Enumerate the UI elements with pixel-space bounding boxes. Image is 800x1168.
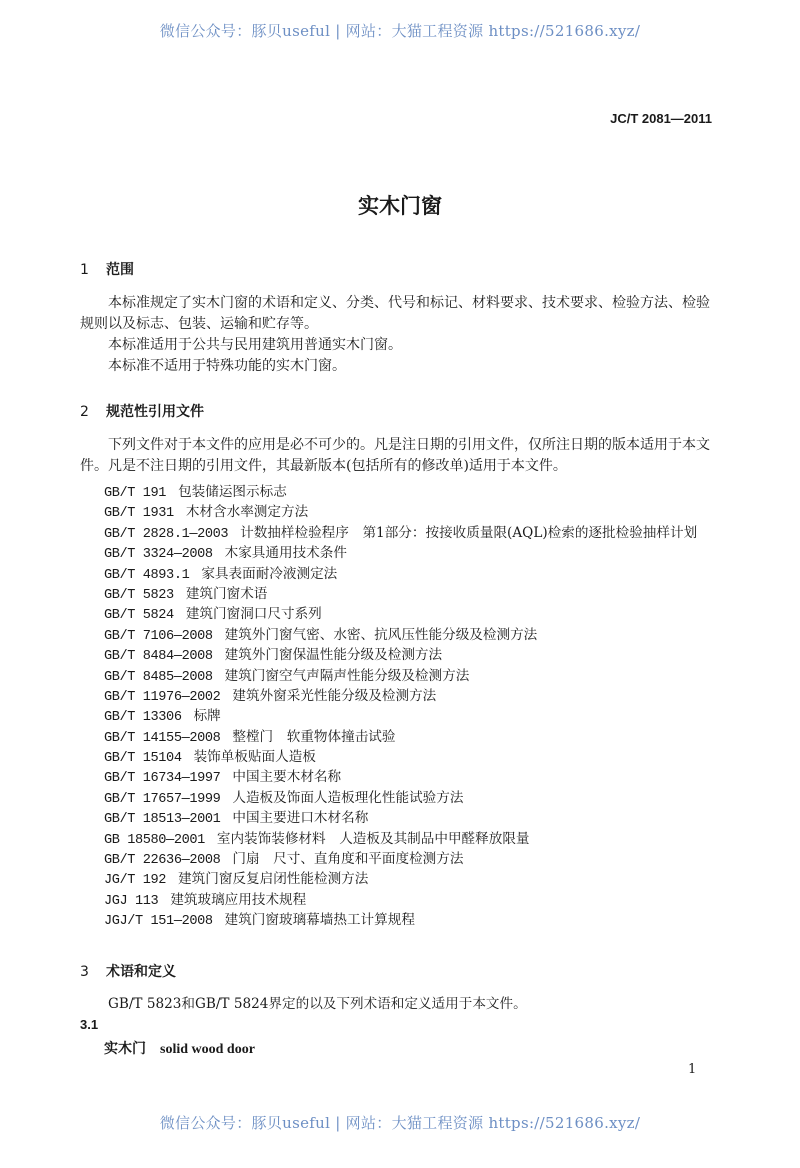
section-title: 规范性引用文件 [106,404,204,420]
reference-title: 中国主要木材名称 [232,769,342,786]
reference-item [104,706,697,726]
reference-title: 建筑门窗反复启闭性能检测方法 [178,871,369,888]
reference-title: 中国主要进口木材名称 [232,810,369,827]
reference-code: GB/T 5823 [104,587,174,603]
reference-item [104,869,697,889]
reference-item [104,564,697,584]
reference-list [104,482,697,931]
section-2-heading [80,401,204,421]
reference-title: 包装储运图示标志 [178,484,287,500]
reference-title: 人造板及饰面人造板理化性能试验方法 [232,789,464,806]
section-number: 3 [80,964,89,980]
reference-item [104,584,697,604]
reference-code: GB 18580—2001 [104,832,205,848]
section-3-heading [80,961,176,981]
reference-title: 室内装饰装修材料 人造板及其制品中甲醛释放限量 [216,830,530,847]
reference-item [104,543,697,563]
reference-item [104,849,697,869]
section-title: 范围 [106,262,134,278]
section-number: 2 [80,404,89,420]
reference-item [104,666,697,686]
clause-number: 3.1 [80,1017,99,1032]
watermark-bottom: 微信公众号：豚贝useful | 网站：大猫工程资源 https://521686.xyz/ [159,1114,641,1132]
reference-title: 标牌 [193,708,221,725]
reference-title: 建筑门窗术语 [185,585,268,602]
reference-item [104,604,697,624]
reference-code: JGJ/T 151—2008 [104,914,213,930]
reference-item [104,645,697,665]
reference-code: GB/T 8485—2008 [104,669,213,685]
reference-item [104,767,697,787]
reference-code: GB/T 18513—2001 [104,812,221,828]
reference-code: GB/T 14155—2008 [104,730,221,746]
reference-item [104,788,697,808]
reference-code: GB/T 3324—2008 [104,547,213,563]
page-number: 1 [688,1062,697,1077]
reference-code: GB/T 22636—2008 [104,853,221,869]
reference-title: 木家具通用技术条件 [224,545,347,562]
reference-item [104,523,697,543]
reference-code: GB/T 2828.1—2003 [104,526,229,542]
reference-code: GB/T 5824 [104,608,174,624]
reference-code: GB/T 191 [104,486,167,501]
reference-code: JG/T 192 [104,873,167,889]
paragraph: 下列文件对于本文件的应用是必不可少的。凡是注日期的引用文件，仅所注日期的版本适用于本文件。凡是不注日期的引用文件，其最新版本(包括所有的修改单)适用于本文件。 [80,437,710,474]
reference-code: GB/T 4893.1 [104,567,190,583]
term-english: solid wood door [160,1042,255,1057]
paragraph: 本标准适用于公共与民用建筑用普通实木门窗。 [108,337,402,353]
watermark-top: 微信公众号：豚贝useful | 网站：大猫工程资源 https://521686.xyz/ [159,22,641,40]
section-1-body [80,293,716,377]
section-1-heading [80,259,134,279]
reference-code: GB/T 8484—2008 [104,649,213,665]
reference-code: GB/T 13306 [104,710,182,726]
section-title: 术语和定义 [106,964,176,980]
reference-code: GB/T 16734—1997 [104,771,221,787]
reference-item [104,625,697,645]
reference-code: GB/T 15104 [104,751,182,767]
term-entry [104,1038,255,1058]
reference-title: 建筑玻璃应用技术规程 [170,891,307,908]
reference-title: 整樘门 软重物体撞击试验 [232,728,396,745]
paragraph: 本标准规定了实木门窗的术语和定义、分类、代号和标记、材料要求、技术要求、检验方法、检验规则以及标志、包装、运输和贮存等。 [80,295,710,332]
reference-item [104,482,697,502]
section-3-intro [80,994,716,1015]
reference-item [104,808,697,828]
reference-title: 建筑门窗空气声隔声性能分级及检测方法 [224,667,470,684]
paragraph: GB/T 5823和GB/T 5824界定的以及下列术语和定义适用于本文件。 [108,996,527,1012]
reference-item [104,747,697,767]
reference-code: GB/T 1931 [104,506,174,522]
reference-title: 家具表面耐冷液测定法 [201,565,338,582]
section-2-intro [80,435,716,477]
reference-title: 装饰单板贴面人造板 [193,749,316,766]
reference-title: 建筑门窗洞口尺寸系列 [185,606,322,623]
reference-item [104,910,697,930]
paragraph: 本标准不适用于特殊功能的实木门窗。 [108,358,346,374]
reference-item [104,890,697,910]
reference-title: 计数抽样检验程序 第1部分：按接收质量限(AQL)检索的逐批检验抽样计划 [240,524,698,541]
reference-item [104,686,697,706]
reference-title: 建筑外窗采光性能分级及检测方法 [232,687,437,704]
reference-code: GB/T 11976—2002 [104,689,221,705]
reference-title: 木材含水率测定方法 [185,504,309,521]
reference-title: 建筑门窗玻璃幕墙热工计算规程 [224,912,415,929]
reference-item [104,502,697,522]
term-chinese: 实木门 [104,1041,146,1057]
reference-item [104,727,697,747]
reference-code: GB/T 17657—1999 [104,791,221,807]
reference-title: 建筑外门窗保温性能分级及检测方法 [224,647,443,664]
section-number: 1 [80,262,89,278]
reference-code: GB/T 7106—2008 [104,628,213,644]
reference-title: 门扇 尺寸、直角度和平面度检测方法 [232,851,464,868]
reference-code: JGJ 113 [104,893,159,909]
reference-item [104,829,697,849]
standard-code: JC/T 2081—2011 [610,111,712,126]
document-title: 实木门窗 [358,194,442,218]
reference-title: 建筑外门窗气密、水密、抗风压性能分级及检测方法 [224,626,538,643]
